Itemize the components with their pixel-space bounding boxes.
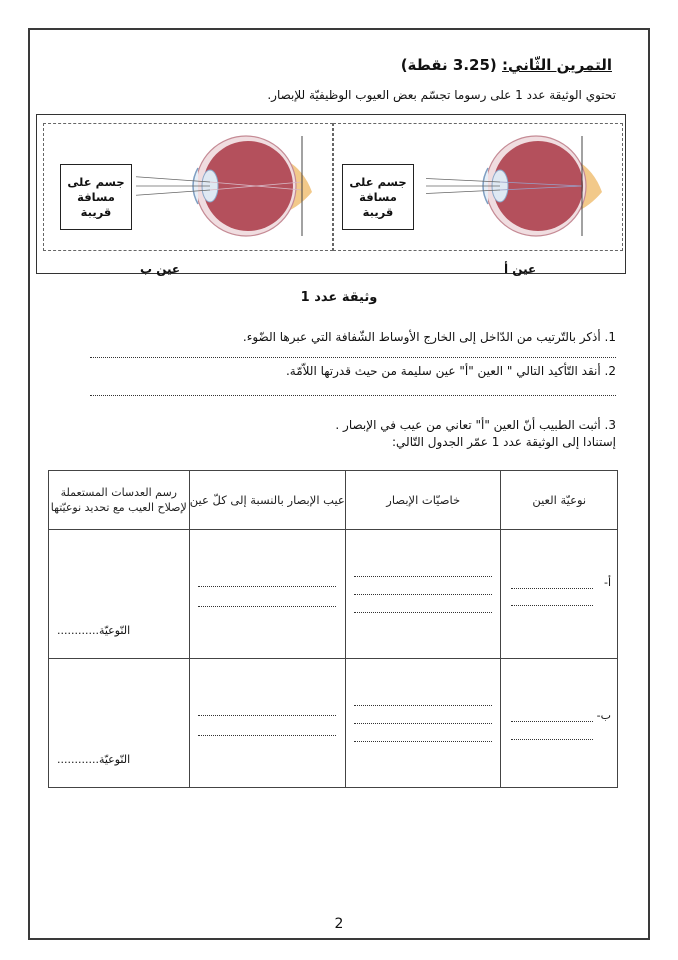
- exercise-title-label: التمرين الثّاني:: [502, 56, 612, 74]
- near-object-label-line3: قريبة: [80, 204, 112, 219]
- answer-dots[interactable]: [511, 588, 593, 589]
- near-object-label-line2: مسافة: [359, 189, 397, 204]
- cell-properties-b: [346, 659, 501, 788]
- header-eye-type: نوعيّة العين: [501, 471, 618, 530]
- eye-a-label: عين أ: [504, 262, 537, 276]
- eye-b-label: عين ب: [140, 262, 181, 276]
- header-corrective-lens: رسم العدسات المستعملة لإصلاح العيب مع تحديد نوعيّتها: [49, 471, 190, 530]
- cell-properties-a: [346, 530, 501, 659]
- near-object-box-b: [60, 164, 132, 230]
- question-2: 2. أنقد التّأكيد التالي " العين "أ" عين سليمة من حيث قدرتها اللاّمّة.: [285, 364, 616, 378]
- question-3-instruction: إستنادا إلى الوثيقة عدد 1 عمّر الجدول التّالي:: [392, 435, 616, 449]
- answer-dots[interactable]: [511, 721, 593, 722]
- answer-dots[interactable]: [354, 576, 492, 577]
- answer-dots[interactable]: [198, 586, 336, 587]
- answer-dots[interactable]: [511, 605, 593, 606]
- answer-dots[interactable]: [354, 612, 492, 613]
- answer-dots[interactable]: [354, 741, 492, 742]
- table-header-row: [49, 471, 618, 530]
- document-figure: [36, 114, 626, 274]
- answer-dots[interactable]: [511, 739, 593, 740]
- cell-lens-b: [49, 659, 190, 788]
- lens-type-label-a: النّوعيّة............: [57, 624, 131, 637]
- exercise-title: [401, 56, 612, 74]
- cell-defect-a: [189, 530, 345, 659]
- exercise-points: (3.25 نقطة): [400, 56, 497, 74]
- table-row: [49, 659, 618, 788]
- intro-text: تحتوي الوثيقة عدد 1 على رسوما تجسّم بعض العيوب الوظيفيّة للإبصار.: [267, 88, 616, 102]
- cell-eye-a: [501, 530, 618, 659]
- answer-table: [48, 470, 618, 788]
- near-object-label-line1: جسم على: [349, 174, 407, 189]
- table-row: [49, 530, 618, 659]
- row-label-b: ب-: [596, 709, 611, 722]
- near-object-label-line2: مسافة: [77, 189, 115, 204]
- row-label-a: أ-: [603, 576, 611, 589]
- header-vision-properties: خاصيّات الإبصار: [346, 471, 501, 530]
- panel-eye-b: [43, 123, 333, 276]
- answer-dots[interactable]: [354, 723, 492, 724]
- answer-line-1: [90, 357, 616, 358]
- answer-dots[interactable]: [198, 735, 336, 736]
- header-vision-defect: عيب الإبصار بالنسبة إلى كلّ عين: [189, 471, 345, 530]
- cell-defect-b: [189, 659, 345, 788]
- eye-a-diagram: [426, 126, 616, 246]
- page-number: 2: [334, 916, 344, 932]
- cell-eye-b: [501, 659, 618, 788]
- lens-type-label-b: النّوعيّة............: [57, 753, 131, 766]
- document-caption: وثيقة عدد 1: [300, 290, 378, 305]
- panel-eye-a: [333, 123, 623, 276]
- answer-dots[interactable]: [198, 606, 336, 607]
- eye-b-diagram: [136, 126, 326, 246]
- answer-line-2: [90, 395, 616, 396]
- near-object-box-a: [342, 164, 414, 230]
- answer-dots[interactable]: [198, 715, 336, 716]
- near-object-label-line1: جسم على: [67, 174, 125, 189]
- cell-lens-a: [49, 530, 190, 659]
- question-3: 3. أثبت الطبيب أنّ العين "أ" تعاني من عيب في الإبصار .: [335, 418, 616, 432]
- answer-dots[interactable]: [354, 594, 492, 595]
- near-object-label-line3: قريبة: [362, 204, 394, 219]
- answer-dots[interactable]: [354, 705, 492, 706]
- question-1: 1. أذكر بالتّرتيب من الدّاخل إلى الخارج الأوساط الشّفافة التي عبرها الضّوء.: [242, 330, 616, 344]
